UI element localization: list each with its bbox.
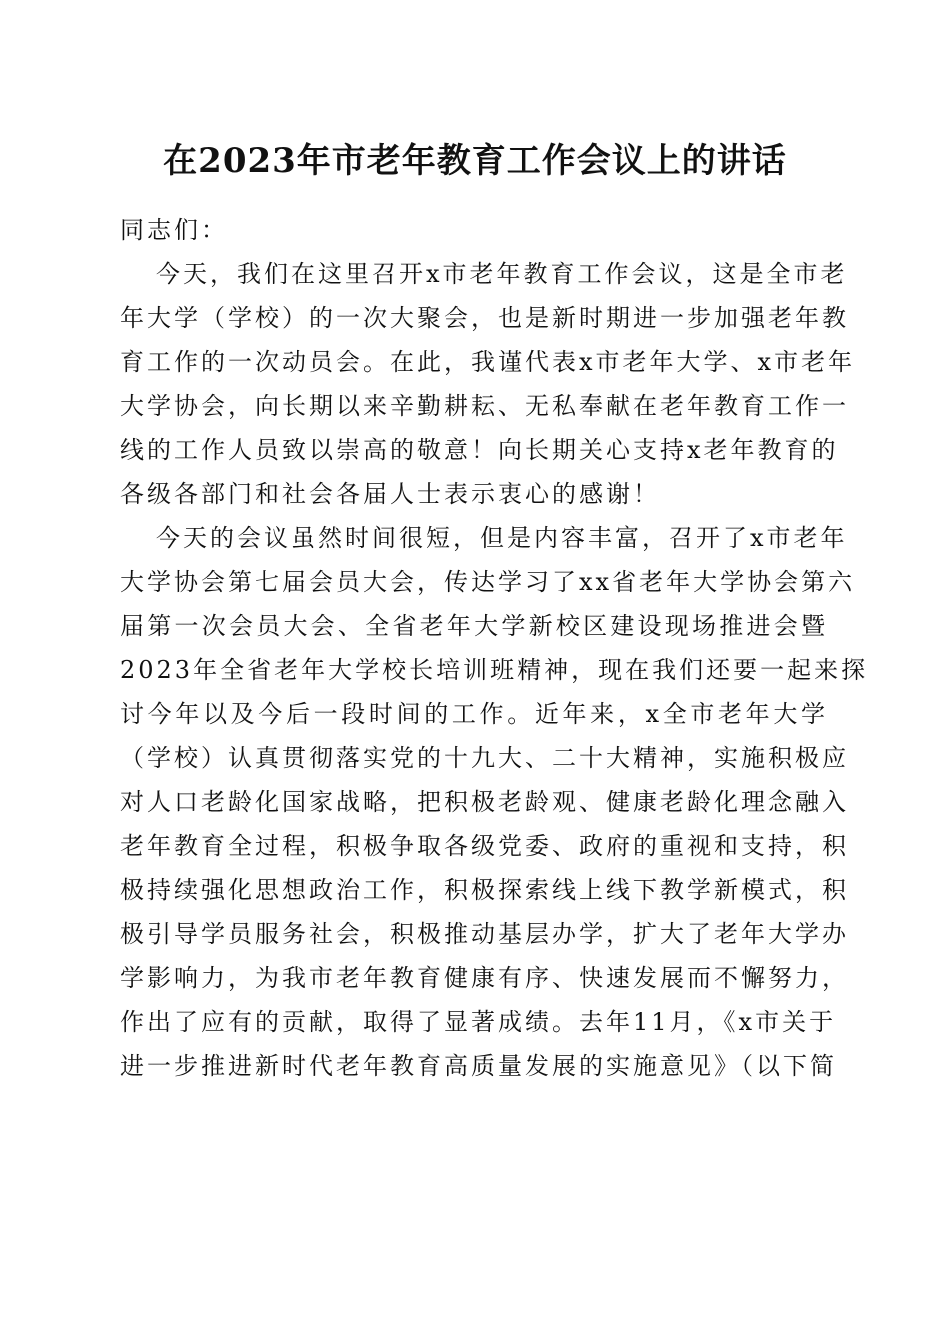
paragraph-line: 学影响力，为我市老年教育健康有序、快速发展而不懈努力， xyxy=(120,964,849,992)
paragraph-line: 极引导学员服务社会，积极推动基层办学，扩大了老年大学办 xyxy=(120,920,849,948)
paragraph-line: 大学协会第七届会员大会，传达学习了xx省老年大学协会第六 xyxy=(120,568,856,596)
paragraph-2 xyxy=(120,516,869,1088)
paragraph-line: 大学协会，向长期以来辛勤耕耘、无私奉献在老年教育工作一 xyxy=(120,392,849,420)
paragraph-line: 讨今年以及今后一段时间的工作。近年来，x全市老年大学 xyxy=(120,700,828,728)
paragraph-line: 今天，我们在这里召开x市老年教育工作会议，这是全市老 xyxy=(156,260,848,288)
paragraph-line: 届第一次会员大会、全省老年大学新校区建设现场推进会暨 xyxy=(120,612,828,640)
paragraph-line: 对人口老龄化国家战略，把积极老龄观、健康老龄化理念融入 xyxy=(120,788,849,816)
paragraph-line: 年大学（学校）的一次大聚会，也是新时期进一步加强老年教 xyxy=(120,304,849,332)
paragraph-line: 育工作的一次动员会。在此，我谨代表x市老年大学、x市老年 xyxy=(120,348,856,376)
salutation: 同志们： xyxy=(120,216,228,244)
document-body xyxy=(120,208,869,1088)
paragraph-line: 2023年全省老年大学校长培训班精神，现在我们还要一起来探 xyxy=(120,656,869,684)
paragraph-line: 极持续强化思想政治工作，积极探索线上线下教学新模式，积 xyxy=(120,876,849,904)
paragraph-line: 老年教育全过程，积极争取各级党委、政府的重视和支持，积 xyxy=(120,832,849,860)
paragraph-line: （学校）认真贯彻落实党的十九大、二十大精神，实施积极应 xyxy=(120,744,849,772)
paragraph-line: 线的工作人员致以崇高的敬意！向长期关心支持x老年教育的 xyxy=(120,436,839,464)
paragraph-line: 作出了应有的贡献，取得了显著成绩。去年11月，《x市关于 xyxy=(120,1008,837,1036)
paragraph-1 xyxy=(120,252,856,516)
paragraph-line: 各级各部门和社会各届人士表示衷心的感谢！ xyxy=(120,480,660,508)
paragraph-line: 进一步推进新时代老年教育高质量发展的实施意见》（以下简 xyxy=(120,1052,837,1080)
document-title: 在2023年市老年教育工作会议上的讲话 xyxy=(163,141,787,181)
paragraph-line: 今天的会议虽然时间很短，但是内容丰富，召开了x市老年 xyxy=(156,524,848,552)
